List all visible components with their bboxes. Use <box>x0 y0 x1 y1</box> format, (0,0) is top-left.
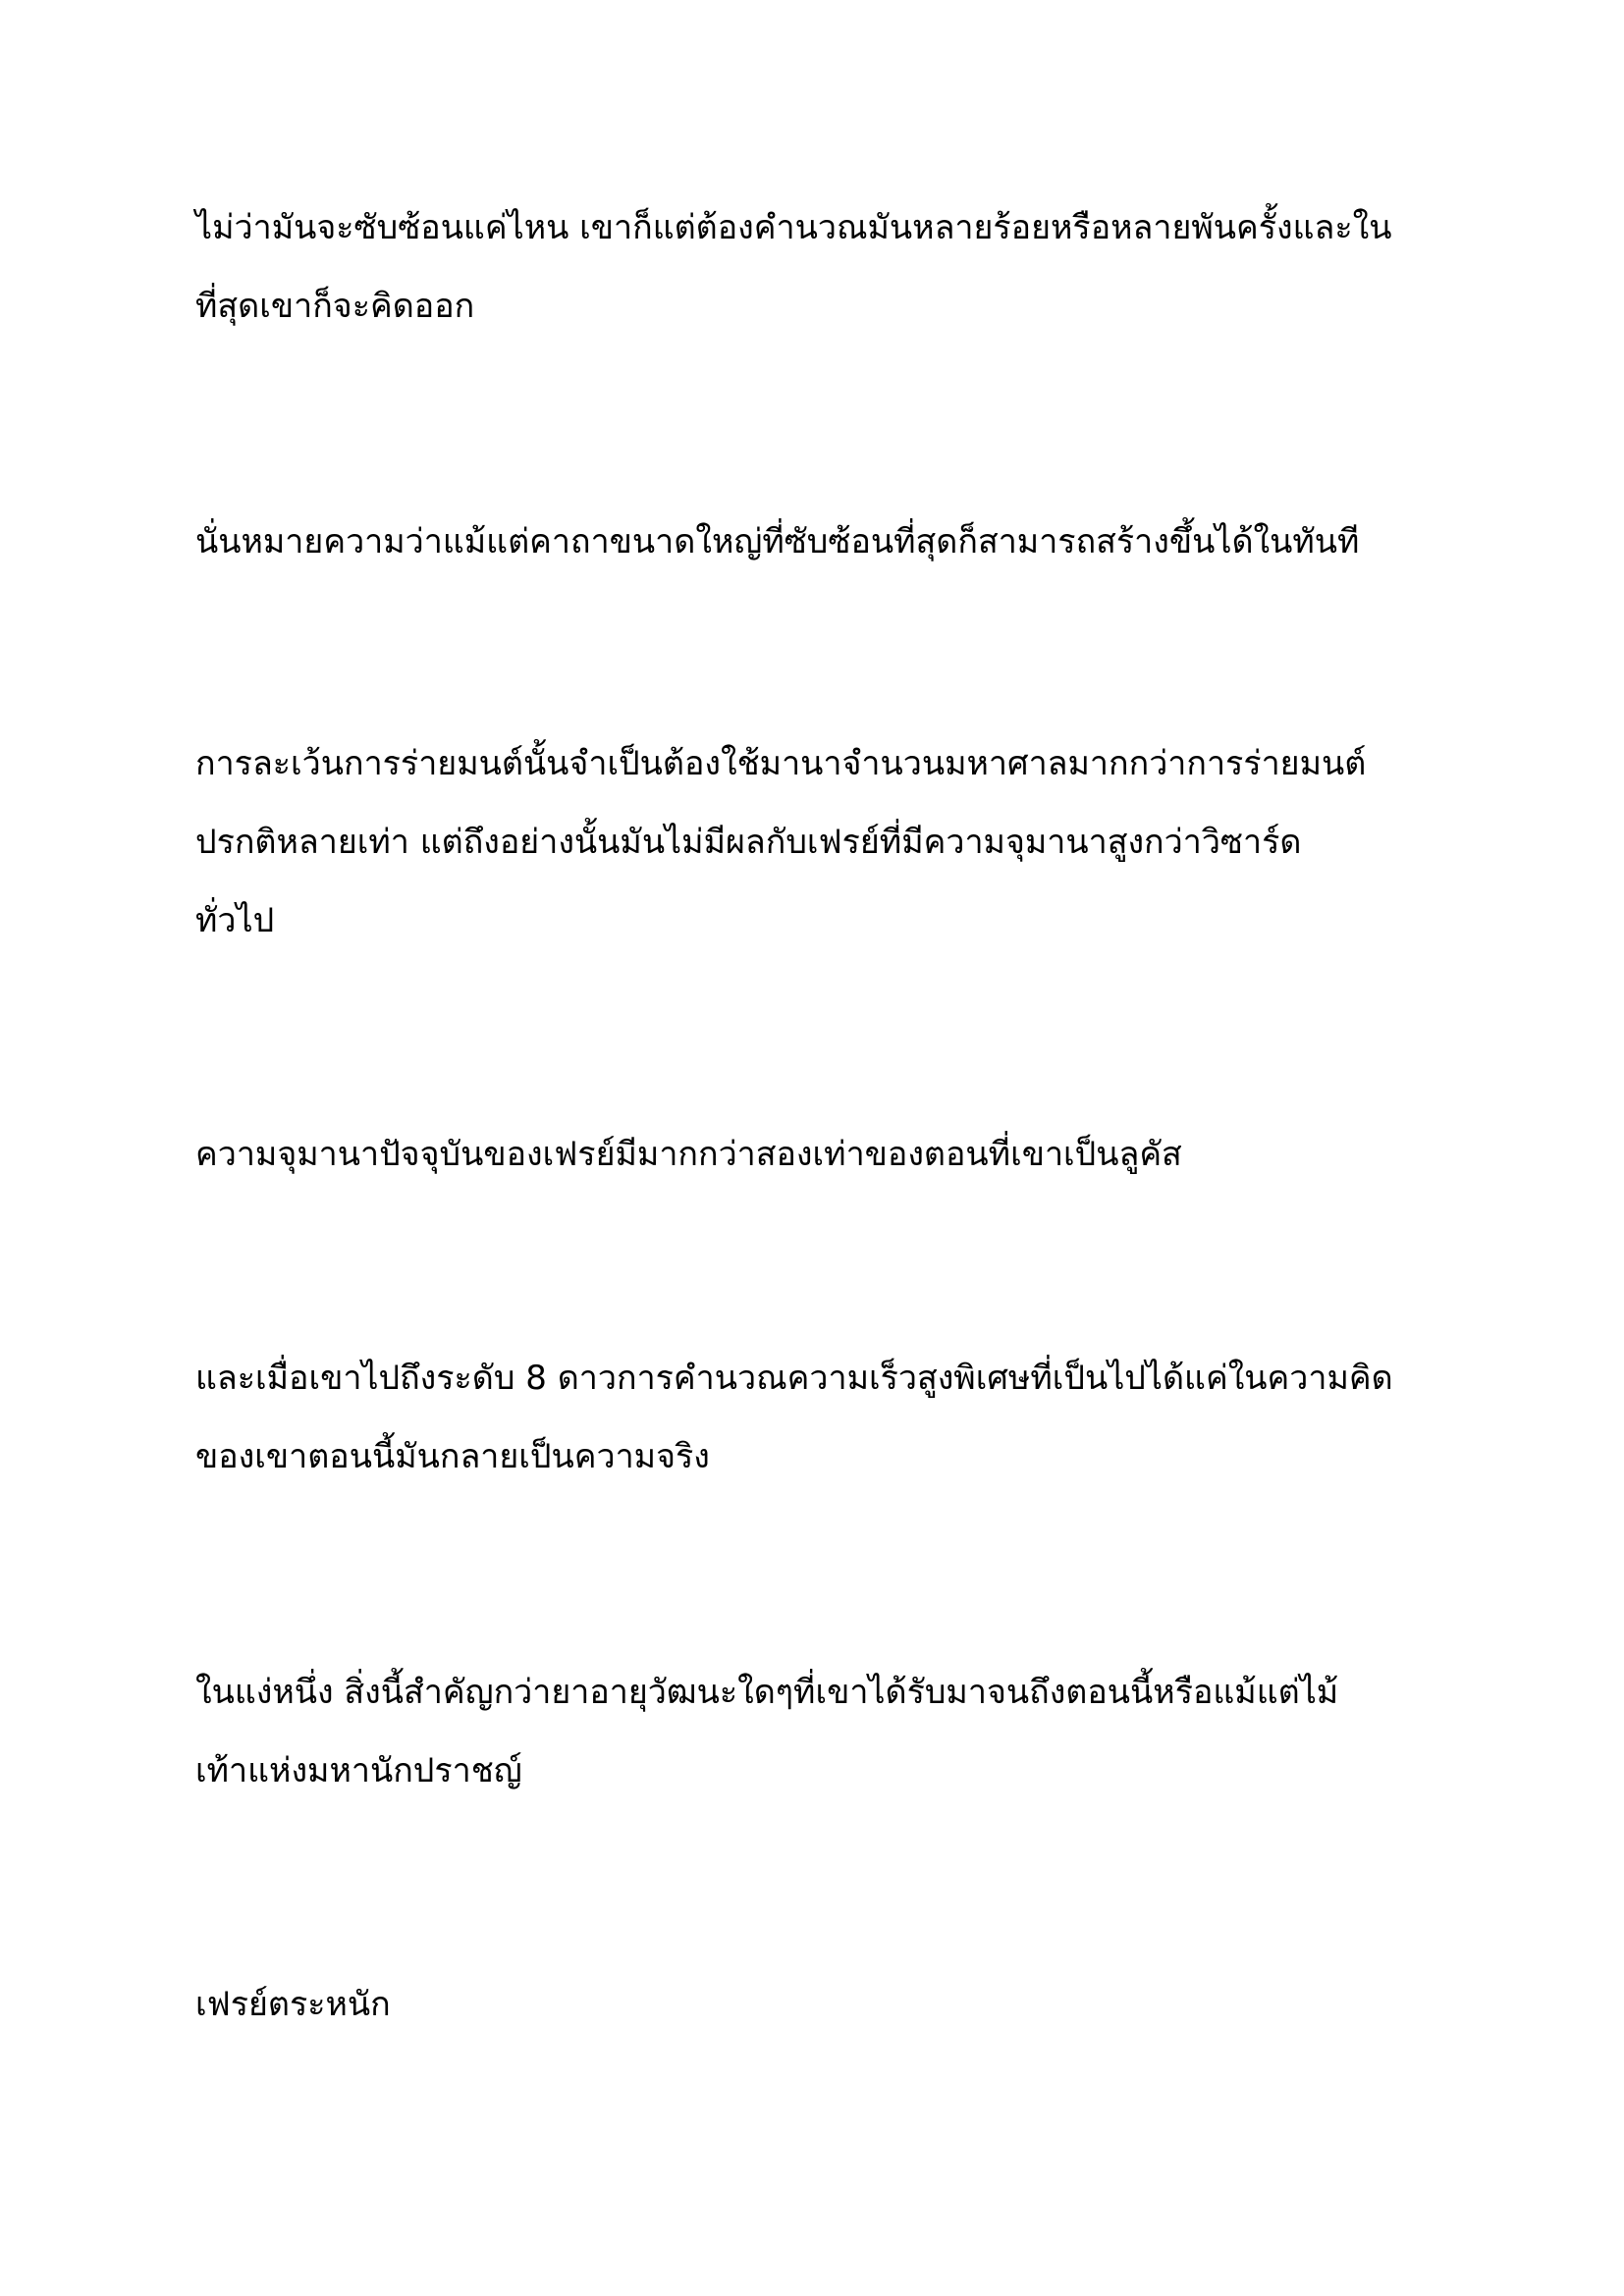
paragraph-3 <box>195 724 1462 960</box>
paragraph-4 <box>195 1115 1462 1194</box>
paragraph-line: เฟรย์ตระหนัก <box>195 1985 391 2024</box>
paragraph-line: ความจุมานาปัจจุบันของเฟรย์มีมากกว่าสองเท่าของตอนที่เขาเป็นลูคัส <box>195 1135 1182 1174</box>
paragraph-line: ไม่ว่ามันจะซับซ้อนแค่ไหน เขาก็แต่ต้องคำนวณมันหลายร้อยหรือหลายพันครั้งและใน <box>195 208 1392 247</box>
paragraph-line: ที่สุดเขาก็จะคิดออก <box>195 287 475 326</box>
paragraph-line: ในแง่หนึ่ง สิ่งนี้สำคัญกว่ายาอายุวัฒนะใดๆที่เขาได้รับมาจนถึงตอนนี้หรือแม้แต่ไม้ <box>195 1673 1339 1712</box>
paragraph-5 <box>195 1339 1462 1496</box>
paragraph-line: การละเว้นการร่ายมนต์นั้นจำเป็นต้องใช้มานาจำนวนมหาศาลมากกว่าการร่ายมนต์ <box>195 744 1367 783</box>
paragraph-2 <box>195 503 1462 581</box>
paragraph-line: เท้าแห่งมหานักปราชญ์ <box>195 1751 522 1790</box>
paragraph-line: และเมื่อเขาไปถึงระดับ 8 ดาวการคำนวณความเร็วสูงพิเศษที่เป็นไปได้แค่ในความคิด <box>195 1359 1393 1398</box>
paragraph-1 <box>195 188 1462 346</box>
paragraph-line: ของเขาตอนนี้มันกลายเป็นความจริง <box>195 1437 710 1476</box>
paragraph-line: นั่นหมายความว่าแม้แต่คาถาขนาดใหญ่ที่ซับซ้อนที่สุดก็สามารถสร้างขึ้นได้ในทันที <box>195 522 1360 561</box>
paragraph-line: ทั่วไป <box>195 901 275 940</box>
paragraph-line: ปรกติหลายเท่า แต่ถึงอย่างนั้นมันไม่มีผลกับเฟรย์ที่มีความจุมานาสูงกว่าวิซาร์ด <box>195 823 1302 862</box>
paragraph-6 <box>195 1653 1462 1810</box>
paragraph-7 <box>195 1965 1462 2044</box>
